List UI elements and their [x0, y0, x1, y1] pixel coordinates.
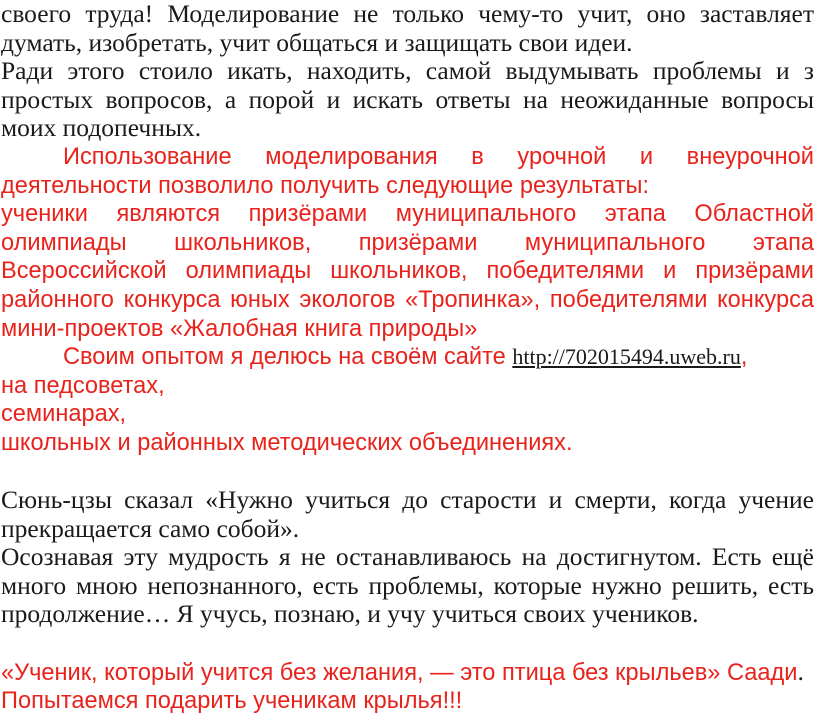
results-list: ученики являются призёрами муниципального этапа Областной олимпиады школьников, призёрами муниципального этапа Всероссийской олимпиады школьников, победителями и призёрами районного конкурса юных экологов «Тропинка», победителями конкурса мини-проектов «Жалобная книга природы»: [1, 201, 814, 342]
quote-saadi: [1, 658, 814, 688]
venue-seminars: семинарах,: [1, 401, 127, 428]
spacer: [1, 629, 814, 658]
experience-suffix: ,: [740, 344, 748, 371]
paragraph-problems: Ради этого стоило икать, находить, самой выдумывать проблемы и з простых вопросов, а порой и искать ответы на неожиданные вопросы моих подопечных.: [1, 56, 814, 143]
site-link[interactable]: http://702015494.uweb.ru: [512, 344, 741, 370]
paragraph-modeling-benefits: своего труда! Моделирование не только чему-то учит, оно заставляет думать, изобретать, учит общаться и защищать свои идеи.: [1, 0, 814, 57]
paragraph-reflection: Осознавая эту мудрость я не останавливаюсь на достигнутом. Есть ещё много мною непознанного, есть проблемы, которые нужно решить, есть продолжение… Я учусь, познаю, и учу учиться своих учеников.: [1, 542, 814, 629]
quote-xunzi: Сюнь-цзы сказал «Нужно учиться до старости и смерти, когда учение прекращается само собой».: [1, 485, 814, 543]
spacer: [1, 458, 814, 487]
venue-pedsovet: на педсоветах,: [1, 372, 165, 399]
experience-prefix: Своим опытом я делюсь на своём сайте: [63, 344, 513, 371]
results-intro: Использование моделирования в урочной и внеурочной деятельности позволило получить следующие результаты:: [1, 143, 814, 199]
quote-saadi-text: «Ученик, который учится без желания, — это птица без крыльев» Саади: [1, 659, 798, 686]
venue-method-associations: школьных и районных методических объединениях.: [1, 429, 573, 456]
quote-saadi-dot: .: [797, 656, 804, 686]
experience-line: [1, 343, 814, 372]
closing-line: Попытаемся подарить ученикам крылья!!!: [1, 688, 463, 715]
